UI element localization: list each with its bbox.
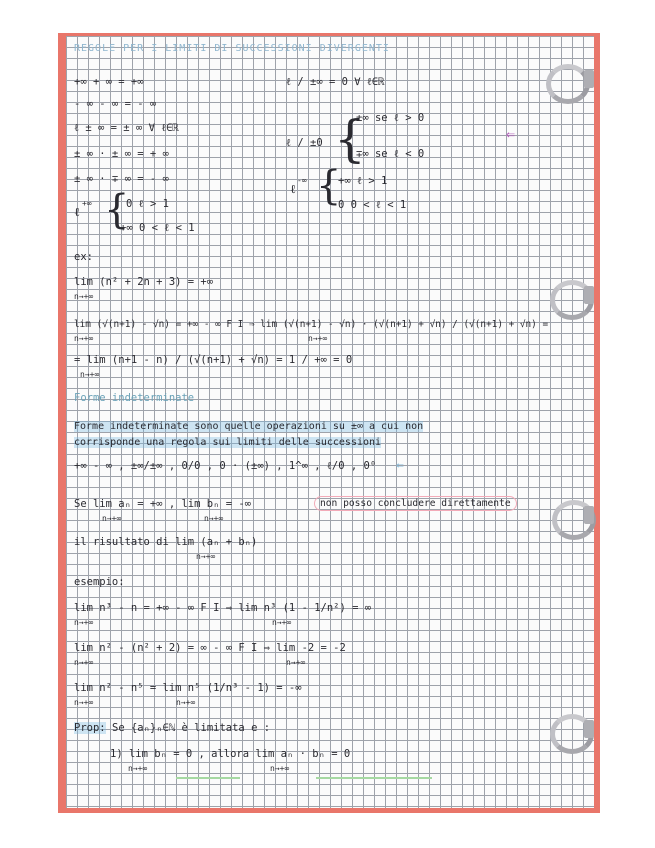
esempio-line: lim n² - (n² + 2) = ∞ - ∞ F I ⇒ lim -2 = -2 xyxy=(74,642,346,654)
lim-subscript: n→+∞ xyxy=(74,698,94,707)
se-note: non posso concludere direttamente xyxy=(314,496,517,511)
right-brace-icon: { xyxy=(334,110,366,168)
ex-label: ex: xyxy=(74,251,93,263)
lim-subscript: n→+∞ xyxy=(196,552,216,561)
pow-right-case2: 0 0 < ℓ < 1 xyxy=(338,199,407,211)
se-line: Se lim aₙ = +∞ , lim bₙ = -∞ xyxy=(74,498,252,510)
prop-text: Se {aₙ}ₙ∈ℕ è limitata e : xyxy=(112,722,271,734)
pow-right-base: ℓ xyxy=(290,182,296,196)
pow-left-base: ℓ xyxy=(74,205,80,219)
pow-left-case1: 0 ℓ > 1 xyxy=(126,198,169,210)
lim-subscript: n→+∞ xyxy=(80,370,100,379)
ex-line: = lim (n+1 - n) / (√(n+1) + √n) = 1 / +∞ = 0 xyxy=(74,354,353,366)
ex-line: lim (√(n+1) - √n) = +∞ - ∞ F I ⇒ lim (√(n+1) - √n) · (√(n+1) + √n) / (√(n+1) + √n) = xyxy=(74,319,549,330)
prop-label-text: Prop: xyxy=(74,722,106,734)
notebook-page xyxy=(66,36,594,808)
lim-subscript: n→+∞ xyxy=(74,618,94,627)
lim-subscript: n→+∞ xyxy=(204,514,224,523)
margin-arrow-icon: ⇐ xyxy=(506,125,516,143)
esempio-label: esempio: xyxy=(74,576,125,588)
lim-subscript: n→+∞ xyxy=(74,292,94,301)
binder-clip-icon xyxy=(584,506,594,524)
rule-div-case2: ∓∞ se ℓ < 0 xyxy=(356,148,425,160)
left-brace-icon: { xyxy=(104,187,130,233)
lim-subscript: n→+∞ xyxy=(102,514,122,523)
green-underline xyxy=(316,777,432,779)
prop-item: 1) lim bₙ = 0 , allora lim aₙ · bₙ = 0 xyxy=(110,748,351,760)
binder-clip-icon xyxy=(584,70,594,88)
lim-subscript: n→+∞ xyxy=(74,658,94,667)
ex-line: lim (n² + 2n + 3) = +∞ xyxy=(74,276,214,288)
lim-subscript: n→+∞ xyxy=(128,764,148,773)
lim-subscript: n→+∞ xyxy=(286,658,306,667)
rule-line: ± ∞ · ∓ ∞ = - ∞ xyxy=(74,173,169,185)
fi-text xyxy=(74,436,381,449)
esempio-line: lim n³ - n = +∞ - ∞ F I ⇒ lim n³ (1 - 1/n²) = ∞ xyxy=(74,602,372,614)
lim-subscript: n→+∞ xyxy=(270,764,290,773)
binder-clip-icon xyxy=(584,286,594,304)
rule-div-case1: ±∞ se ℓ > 0 xyxy=(356,112,425,124)
page-heading: REGOLE PER I LIMITI DI SUCCESSIONI DIVERGENTI xyxy=(74,43,390,54)
fi-text-1: Forme indeterminate sono quelle operazioni su ±∞ a cui non xyxy=(74,421,424,432)
fi-arrow-icon: ⇐ xyxy=(396,458,404,473)
pow-right-case1: +∞ ℓ > 1 xyxy=(338,175,388,187)
rule-div-label: ℓ / ±0 xyxy=(286,137,323,149)
pow-right-exp: -∞ xyxy=(297,176,307,185)
prop-label xyxy=(74,722,106,735)
binder-clip-icon xyxy=(584,720,594,738)
lim-subscript: n→+∞ xyxy=(74,334,94,343)
lim-subscript: n→+∞ xyxy=(272,618,292,627)
rule-line: - ∞ - ∞ = - ∞ xyxy=(74,98,157,110)
rule-line: ± ∞ · ± ∞ = + ∞ xyxy=(74,148,169,160)
fi-text-2: corrisponde una regola sui limiti delle successioni xyxy=(74,437,382,448)
section-title: Forme indeterminate xyxy=(74,392,195,404)
pow-left-case2: +∞ 0 < ℓ < 1 xyxy=(120,222,195,234)
lim-subscript: n→+∞ xyxy=(308,334,328,343)
right-brace-icon: { xyxy=(316,163,342,209)
pow-left-exp: +∞ xyxy=(82,199,92,208)
result-line: il risultato di lim (aₙ + bₙ) xyxy=(74,536,258,548)
fi-text xyxy=(74,420,423,433)
green-underline xyxy=(176,777,240,779)
lim-subscript: n→+∞ xyxy=(176,698,196,707)
fi-list: +∞ - ∞ , ±∞/±∞ , 0/0 , 0 · (±∞) , 1^∞ , ℓ/0 , 0⁰ xyxy=(74,460,377,472)
esempio-line: lim n² - n⁵ = lim n⁵ (1/n³ - 1) = -∞ xyxy=(74,682,302,694)
rule-line: ℓ ± ∞ = ± ∞ ∀ ℓ∈ℝ xyxy=(74,122,179,134)
rule-line: +∞ + ∞ = +∞ xyxy=(74,76,144,88)
rule-frac: ℓ / ±∞ = 0 ∀ ℓ∈ℝ xyxy=(286,76,385,88)
